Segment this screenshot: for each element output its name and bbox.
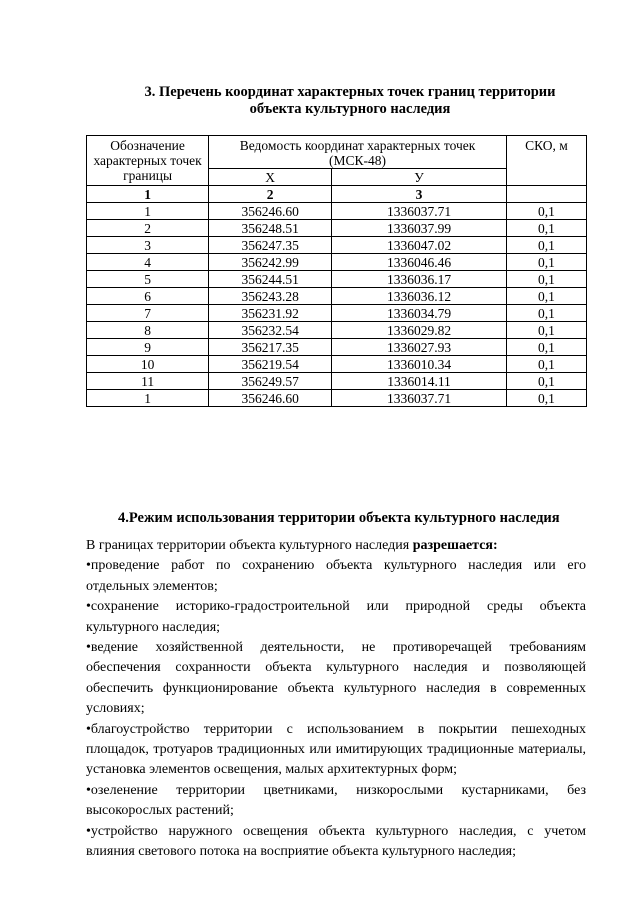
table-row [87, 254, 587, 271]
cell-sko: 0,1 [506, 254, 586, 271]
table-row [87, 339, 587, 356]
cell-y: 1336014.11 [332, 373, 507, 390]
table-row [87, 356, 587, 373]
cell-sko: 0,1 [506, 271, 586, 288]
coordinates-table [86, 135, 587, 407]
cell-y: 1336046.46 [332, 254, 507, 271]
cell-x: 356246.60 [209, 203, 332, 220]
section-4-body [86, 536, 586, 863]
cell-point: 5 [87, 271, 209, 288]
cell-point: 4 [87, 254, 209, 271]
bullet-item: •проведение работ по сохранению объекта культурного наследия или его отдельных элементов; [86, 558, 586, 594]
numbering-cell: 3 [332, 186, 507, 203]
header-sko: СКО, м [506, 136, 586, 186]
table-row [87, 203, 587, 220]
intro-bold-text: разрешается: [412, 538, 498, 553]
cell-x: 356242.99 [209, 254, 332, 271]
cell-point: 2 [87, 220, 209, 237]
cell-sko: 0,1 [506, 322, 586, 339]
cell-point: 7 [87, 305, 209, 322]
cell-x: 356246.60 [209, 390, 332, 407]
cell-x: 356219.54 [209, 356, 332, 373]
cell-y: 1336037.71 [332, 390, 507, 407]
cell-sko: 0,1 [506, 288, 586, 305]
header-point-designation: Обозначение характерных точек границы [87, 136, 209, 186]
cell-sko: 0,1 [506, 237, 586, 254]
cell-point: 11 [87, 373, 209, 390]
table-row [87, 237, 587, 254]
cell-y: 1336036.12 [332, 288, 507, 305]
numbering-cell-empty [506, 186, 586, 203]
cell-sko: 0,1 [506, 305, 586, 322]
cell-y: 1336037.71 [332, 203, 507, 220]
section-3-title-line-1: 3. Перечень координат характерных точек границ территории [144, 84, 556, 100]
cell-y: 1336027.93 [332, 339, 507, 356]
cell-x: 356248.51 [209, 220, 332, 237]
cell-point: 1 [87, 203, 209, 220]
cell-y: 1336037.99 [332, 220, 507, 237]
cell-sko: 0,1 [506, 373, 586, 390]
cell-sko: 0,1 [506, 203, 586, 220]
cell-point: 1 [87, 390, 209, 407]
cell-sko: 0,1 [506, 356, 586, 373]
cell-point: 6 [87, 288, 209, 305]
table-body [87, 203, 587, 407]
table-row [87, 271, 587, 288]
bullet-item: •ведение хозяйственной деятельности, не противоречащей требованиям обеспечения сохранности объекта культурного наследия и позволяющей обеспечить функционирование объекта культурного наследия в современных условиях; [86, 640, 586, 717]
cell-y: 1336010.34 [332, 356, 507, 373]
cell-point: 8 [87, 322, 209, 339]
cell-x: 356217.35 [209, 339, 332, 356]
bullet-list [86, 556, 586, 862]
cell-y: 1336036.17 [332, 271, 507, 288]
section-3-title [110, 84, 590, 118]
header-x: Х [209, 169, 332, 186]
bullet-item: •сохранение историко-градостроительной или природной среды объекта культурного наследия; [86, 599, 586, 635]
cell-x: 356243.28 [209, 288, 332, 305]
table-row [87, 288, 587, 305]
header-coordinates: Ведомость координат характерных точек (МСК-48) [209, 136, 507, 169]
cell-x: 356249.57 [209, 373, 332, 390]
cell-x: 356232.54 [209, 322, 332, 339]
cell-sko: 0,1 [506, 390, 586, 407]
bullet-item: •устройство наружного освещения объекта культурного наследия, с учетом влияния светового потока на восприятие объекта культурного наследия; [86, 823, 586, 860]
intro-text: В границах территории объекта культурного наследия [86, 538, 413, 553]
cell-point: 9 [87, 339, 209, 356]
cell-x: 356231.92 [209, 305, 332, 322]
cell-y: 1336047.02 [332, 237, 507, 254]
bullet-item: •благоустройство территории с использованием в покрытии пешеходных площадок, тротуаров традиционных или имитирующих традиционные материалы, установка элементов освещения, малых архитектурных форм; [86, 721, 586, 778]
table-row [87, 322, 587, 339]
numbering-cell: 1 [87, 186, 209, 203]
cell-y: 1336029.82 [332, 322, 507, 339]
cell-x: 356247.35 [209, 237, 332, 254]
cell-x: 356244.51 [209, 271, 332, 288]
cell-point: 10 [87, 356, 209, 373]
table-row [87, 220, 587, 237]
table-row [87, 305, 587, 322]
cell-point: 3 [87, 237, 209, 254]
cell-sko: 0,1 [506, 339, 586, 356]
header-y: У [332, 169, 507, 186]
section-3-title-line-2: объекта культурного наследия [249, 101, 451, 117]
numbering-cell: 2 [209, 186, 332, 203]
intro-paragraph [86, 536, 586, 556]
table-row [87, 373, 587, 390]
section-4-title: 4.Режим использования территории объекта культурного наследия [118, 510, 560, 526]
bullet-item: •озеленение территории цветниками, низкорослыми кустарниками, без высокорослых растений; [86, 782, 586, 819]
table-row [87, 390, 587, 407]
cell-y: 1336034.79 [332, 305, 507, 322]
cell-sko: 0,1 [506, 220, 586, 237]
